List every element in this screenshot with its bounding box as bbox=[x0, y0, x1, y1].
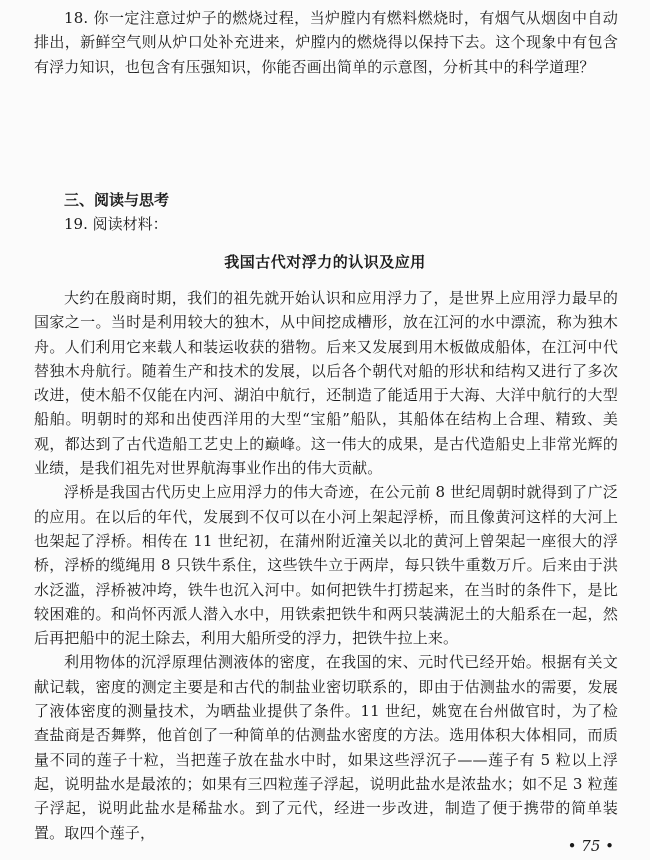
question-18-text: 18. 你一定注意过炉子的燃烧过程，当炉膛内有燃料燃烧时，有烟气从烟囱中自动排出，新鲜空气则从炉口处补充进来，炉膛内的燃烧得以保持下去。这个现象中有包含有浮力知识，也包含有压强知识，你能否画出简单的示意图，分析其中的科学道理？ bbox=[34, 9, 618, 76]
page-number: • 75 • bbox=[567, 837, 614, 855]
article-paragraph: 利用物体的沉浮原理估测液体的密度，在我国的宋、元时代已经开始。根据有关文献记载，密度的测定主要是和古代的制盐业密切联系的，即由于估测盐水的需要，发展了液体密度的测量技术，为晒盐业提供了条件。11 世纪，姚宽在台州做官时，为了检查盐商是否舞弊，他首创了一种简单的估测盐水密度的方法。选用体积大体相同，而质量不同的莲子十粒，当把莲子放在盐水中时，如果这些浮沉子——莲子有 5 粒以上浮起，说明盐水是最浓的；如果有三四粒莲子浮起，说明此盐水是浓盐水；如不足 3 粒莲子浮起，说明此盐水是稀盐水。到了元代，经进一步改进，制造了便于携带的简单装置。取四个莲子， bbox=[34, 653, 618, 842]
article-title: 我国古代对浮力的认识及应用 bbox=[224, 253, 426, 271]
question-19-label: 19. 阅读材料： bbox=[64, 215, 168, 233]
section-heading: 三、阅读与思考 bbox=[64, 191, 170, 209]
article-paragraph: 浮桥是我国古代历史上应用浮力的伟大奇迹，在公元前 8 世纪周朝时就得到了广泛的应用。在以后的年代，发展到不仅可以在小河上架起浮桥，而且像黄河这样的大河上也架起了浮桥。相传在 11 世纪初，在蒲州附近潼关以北的黄河上曾架起一座很大的浮桥，浮桥的缆绳用 8 只铁牛系住，这些铁牛立于两岸，每只铁牛重数万斤。后来由于洪水泛滥，浮桥被冲垮，铁牛也沉入河中。如何把铁牛打捞起来，在当时的条件下，是比较困难的。和尚怀丙派人潜入水中，用铁索把铁牛和两只装满泥土的大船系在一起，然后再把船中的泥土除去，利用大船所受的浮力，把铁牛拉上来。 bbox=[34, 483, 618, 648]
article-paragraph: 大约在殷商时期，我们的祖先就开始认识和应用浮力了，是世界上应用浮力最早的国家之一。当时是利用较大的独木，从中间挖成槽形，放在江河的水中漂流，称为独木舟。人们利用它来载人和装运收获的猎物。后来又发展到用木板做成船体，在江河中代替独木舟航行。随着生产和技术的发展，以后各个朝代对船的形状和结构又进行了多次改进，使木船不仅能在内河、湖泊中航行，还制造了能适用于大海、大洋中航行的大型船舶。明朝时的郑和出使西洋用的大型“宝船”船队，其船体在结构上合理、精致、美观，都达到了古代造船工艺史上的巅峰。这一伟大的成果，是古代造船史上非常光辉的业绩，是我们祖先对世界航海事业作出的伟大贡献。 bbox=[34, 289, 618, 478]
article-body bbox=[34, 286, 618, 845]
